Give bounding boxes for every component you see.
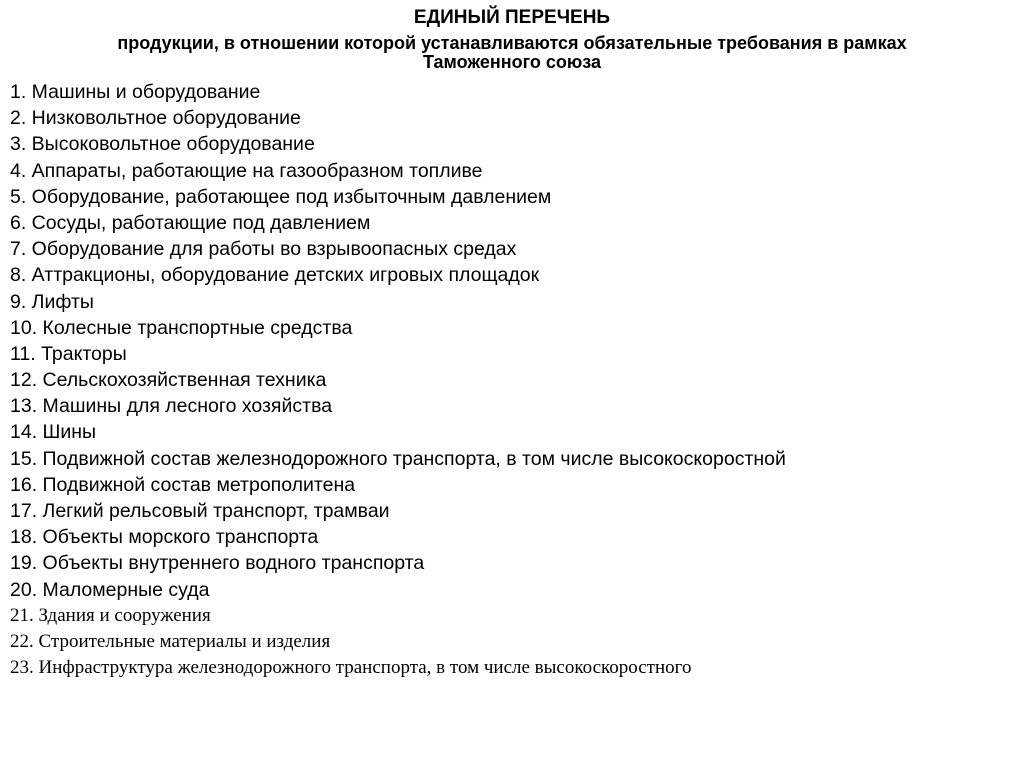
list-item: 10. Колесные транспортные средства: [10, 316, 353, 339]
product-list: [10, 79, 1010, 681]
document-title: ЕДИНЫЙ ПЕРЕЧЕНЬ: [413, 7, 611, 28]
list-item: 4. Аппараты, работающие на газообразном топливе: [10, 159, 483, 182]
list-item: 13. Машины для лесного хозяйства: [10, 395, 333, 418]
list-item: 20. Маломерные суда: [10, 578, 210, 601]
list-item: 1. Машины и оборудование: [10, 81, 261, 103]
list-item: 8. Аттракционы, оборудование детских игровых площадок: [10, 264, 540, 287]
list-item: 5. Оборудование, работающее под избыточным давлением: [10, 185, 552, 208]
list-item: 19. Объекты внутреннего водного транспорта: [10, 552, 425, 575]
list-item: 21. Здания и сооружения: [10, 604, 211, 626]
list-item: 23. Инфраструктура железнодорожного транспорта, в том числе высокоскоростного: [10, 657, 692, 679]
list-item: 22. Строительные материалы и изделия: [10, 630, 331, 652]
subtitle-line-2: Таможенного союза: [422, 52, 602, 72]
list-item: 6. Сосуды, работающие под давлением: [10, 211, 371, 234]
list-item: 12. Сельскохозяйственная техника: [10, 369, 327, 392]
document-subtitle: [0, 34, 1024, 72]
subtitle-line-1: продукции, в отношении которой устанавливаются обязательные требования в рамках: [117, 33, 907, 53]
list-item: 14. Шины: [10, 421, 97, 444]
list-item: 17. Легкий рельсовый транспорт, трамваи: [10, 500, 390, 522]
list-item: 2. Низковольтное оборудование: [10, 107, 301, 130]
list-item: 9. Лифты: [10, 290, 94, 313]
list-item: 7. Оборудование для работы во взрывоопасных средах: [10, 238, 517, 261]
list-item: 18. Объекты морского транспорта: [10, 526, 319, 549]
list-item: 16. Подвижной состав метрополитена: [10, 473, 356, 496]
list-item: 15. Подвижной состав железнодорожного транспорта, в том числе высокоскоростной: [10, 447, 786, 470]
list-item: 11. Тракторы: [10, 342, 127, 365]
list-item: 3. Высоковольтное оборудование: [10, 133, 315, 156]
